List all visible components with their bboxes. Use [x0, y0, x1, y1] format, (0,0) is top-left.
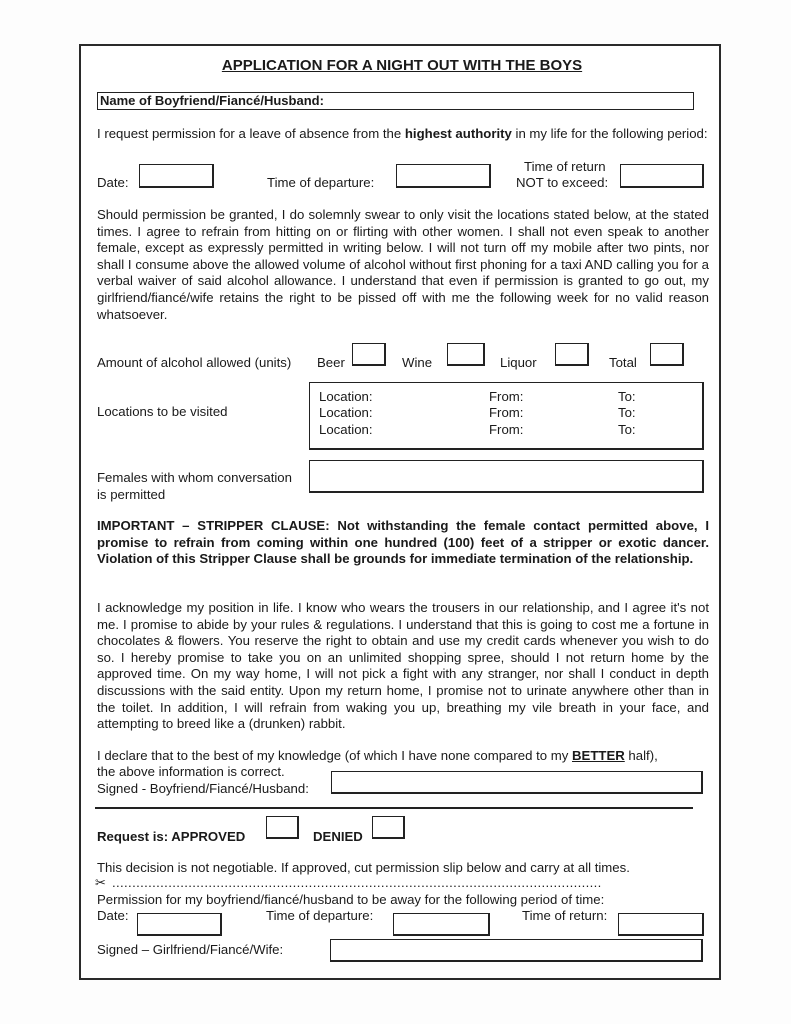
signed-boyfriend-label: Signed - Boyfriend/Fiancé/Husband: — [97, 781, 309, 796]
stripper-clause: IMPORTANT – STRIPPER CLAUSE: Not withstanding the female contact permitted above, I promise to refrain from coming within one hundred (100) feet of a stripper or exotic dancer. Violation of this Stripper Clause shall be grounds for immediate termination of the relationship. — [97, 518, 709, 567]
request-text-start: I request permission for a leave of absence from the — [97, 126, 405, 141]
name-label: Name of Boyfriend/Fiancé/Husband: — [100, 93, 324, 108]
cut-line: .......................................................................................................................... — [112, 875, 602, 890]
slip-departure-label: Time of departure: — [266, 908, 374, 923]
declare-text-start: I declare that to the best of my knowledge (of which I have none compared to my — [97, 748, 573, 763]
divider-line — [95, 807, 693, 809]
total-label: Total — [609, 355, 637, 370]
location-label: Location: — [319, 422, 373, 437]
slip-date-label: Date: — [97, 908, 129, 923]
request-text-bold: highest authority — [404, 126, 512, 141]
slip-header: Permission for my boyfriend/fiancé/husband to be away for the following period of time: — [97, 892, 605, 907]
scissors-icon: ✂ — [95, 876, 106, 891]
declare-text-better: BETTER — [572, 748, 625, 763]
signed-girlfriend-label: Signed – Girlfriend/Fiancé/Wife: — [97, 942, 284, 957]
total-field[interactable] — [650, 343, 684, 366]
slip-return-field[interactable] — [618, 913, 704, 936]
return-label-line2: NOT to exceed: — [516, 175, 609, 190]
application-form — [79, 44, 721, 980]
declare-line2: the above information is correct. — [97, 764, 285, 779]
approved-checkbox[interactable] — [266, 816, 299, 839]
beer-field[interactable] — [352, 343, 386, 366]
females-field[interactable] — [309, 460, 704, 493]
location-label: Location: — [319, 389, 373, 404]
wine-label: Wine — [402, 355, 433, 370]
slip-departure-field[interactable] — [393, 913, 490, 936]
slip-date-field[interactable] — [137, 913, 222, 936]
denied-label: DENIED — [313, 829, 363, 844]
declare-line1 — [97, 748, 658, 765]
from-label: From: — [489, 389, 524, 404]
form-title: APPLICATION FOR A NIGHT OUT WITH THE BOYS — [221, 57, 583, 74]
beer-label: Beer — [317, 355, 345, 370]
to-label: To: — [618, 405, 636, 420]
locations-label: Locations to be visited — [97, 404, 228, 419]
signed-girlfriend-field[interactable] — [330, 939, 703, 962]
wine-field[interactable] — [447, 343, 485, 366]
request-paragraph — [97, 126, 709, 143]
date-field[interactable] — [139, 164, 214, 188]
decision-note: This decision is not negotiable. If approved, cut permission slip below and carry at all times. — [97, 860, 630, 875]
slip-return-label: Time of return: — [522, 908, 608, 923]
females-label-line1: Females with whom conversation — [97, 470, 292, 485]
oath-paragraph: Should permission be granted, I do solemnly swear to only visit the locations stated below, at the stated times. I agree to refrain from hitting on or flirting with other women. I shall not even speak to another female, except as expressly permitted in writing below. I will not turn off my mobile after two pints, nor shall I consume above the allowed volume of alcohol without first phoning for a taxi AND calling you for a verbal waiver of said alcohol allowance. I understand that even if permission is granted to go out, my girlfriend/fiancé/wife retains the right to be pissed off with me the following week for no valid reason whatsoever. — [97, 207, 709, 322]
alcohol-label: Amount of alcohol allowed (units) — [97, 355, 292, 370]
liquor-field[interactable] — [555, 343, 589, 366]
request-text-end: in my life for the following period: — [511, 126, 708, 141]
name-field[interactable] — [97, 92, 694, 110]
signed-boyfriend-field[interactable] — [331, 771, 703, 794]
to-label: To: — [618, 389, 636, 404]
return-field[interactable] — [620, 164, 704, 188]
to-label: To: — [618, 422, 636, 437]
departure-label: Time of departure: — [267, 175, 375, 190]
from-label: From: — [489, 405, 524, 420]
return-label-line1: Time of return — [524, 159, 606, 174]
approved-label: Request is: APPROVED — [97, 829, 246, 844]
location-label: Location: — [319, 405, 373, 420]
liquor-label: Liquor — [500, 355, 537, 370]
denied-checkbox[interactable] — [372, 816, 405, 839]
females-label-line2: is permitted — [97, 487, 166, 502]
declare-text-end: half), — [624, 748, 658, 763]
from-label: From: — [489, 422, 524, 437]
locations-box[interactable] — [309, 382, 704, 450]
departure-field[interactable] — [396, 164, 491, 188]
date-label: Date: — [97, 175, 129, 190]
acknowledge-paragraph: I acknowledge my position in life. I know who wears the trousers in our relationship, and I agree it's not me. I promise to abide by your rules & regulations. I understand that this is going to cost me a fortune in chocolates & flowers. You reserve the right to obtain and use my credit cards whenever you wish to do so. I hereby promise to take you on an unlimited shopping spree, should I not return home by the approved time. On my way home, I will not pick a fight with any stranger, nor shall I conduct in depth discussions with the said entity. Upon my return home, I promise not to urinate anywhere other than in the toilet. In addition, I will refrain from waking you up, breathing my vile breath in your face, and attempting to breed like a (drunken) rabbit. — [97, 600, 709, 732]
